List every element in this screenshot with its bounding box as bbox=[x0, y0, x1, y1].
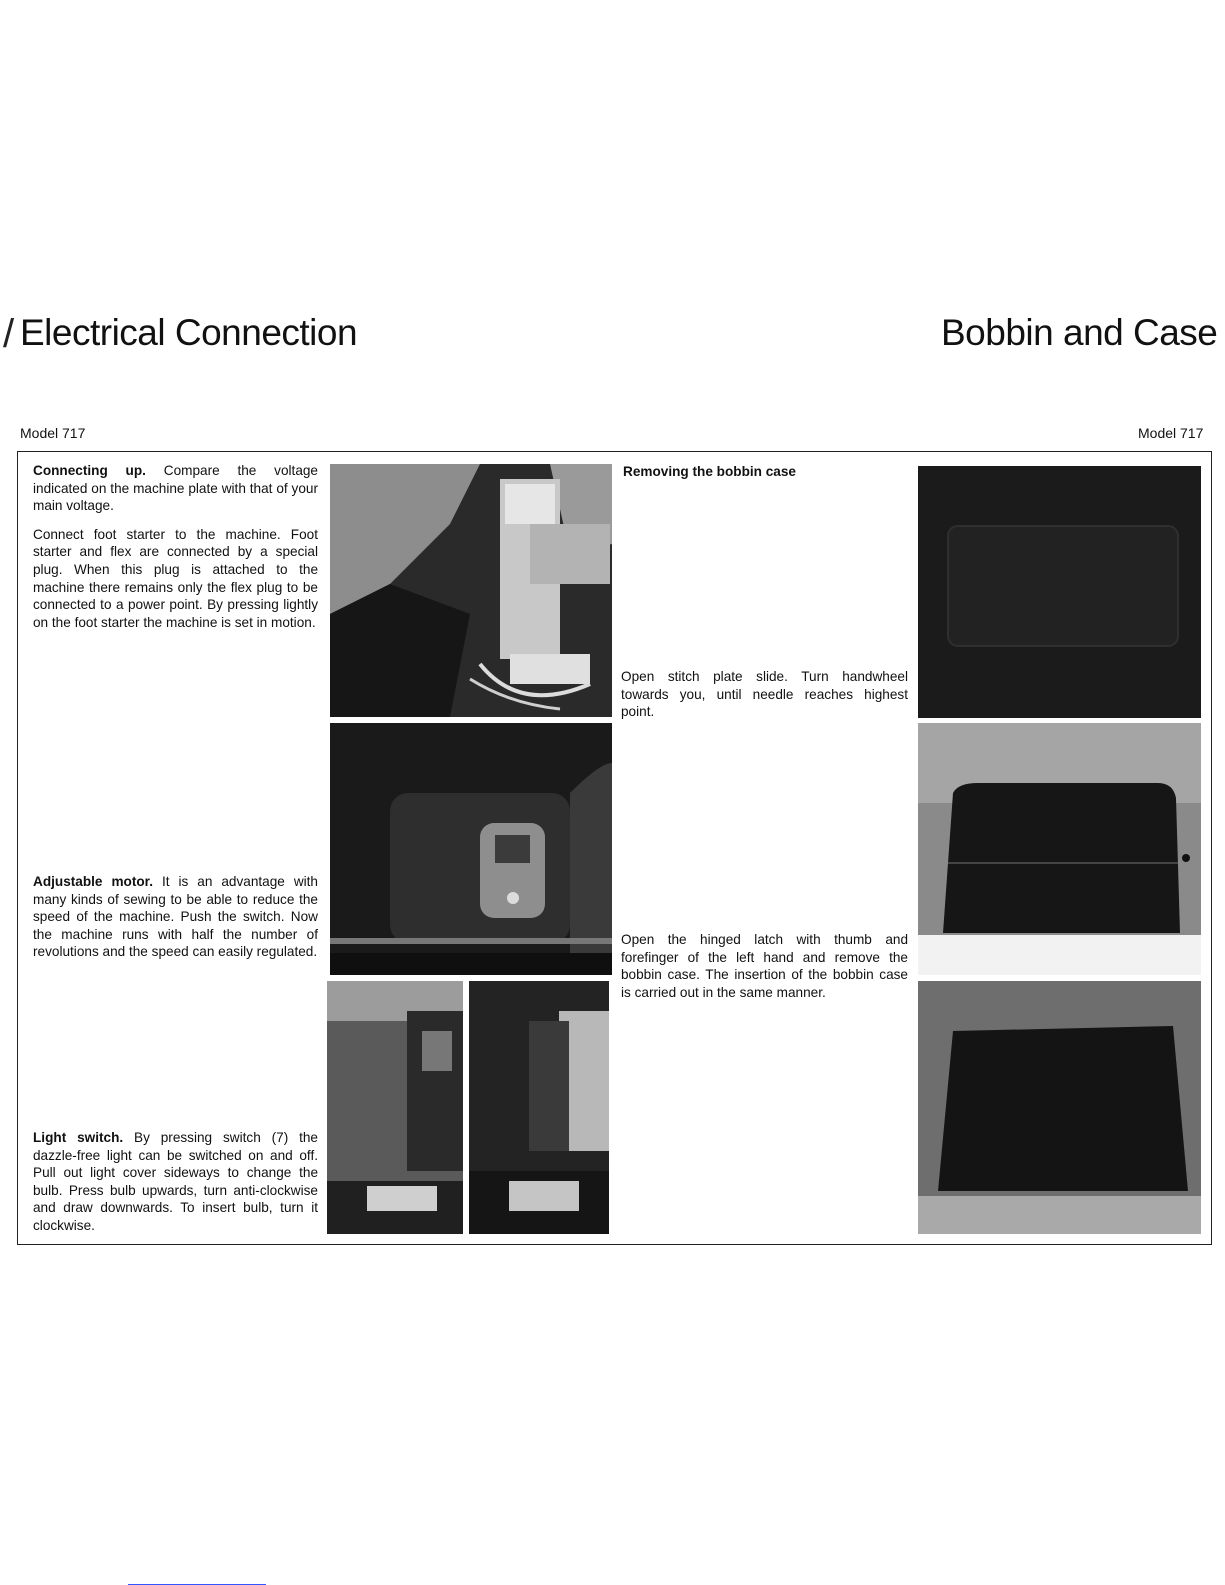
photo-light-bulb-cover bbox=[469, 981, 609, 1234]
photo-light-switch-image bbox=[327, 981, 463, 1234]
photo-bobbin-case-image bbox=[918, 981, 1201, 1234]
photo-hinged-latch-image bbox=[918, 723, 1201, 975]
light-text: By pressing switch (7) the dazzle-free light can be switched on and off. Pull out light cover sideways to change the bulb. Press bulb upwards, turn anti-clockwise and draw downwards. To insert bulb, turn it clockwise. bbox=[33, 1130, 318, 1233]
photo-light-bulb-cover-image bbox=[469, 981, 609, 1234]
photo-machine-foot-starter bbox=[330, 464, 612, 717]
model-label-right: Model 717 bbox=[1138, 425, 1204, 441]
photo-light-switch bbox=[327, 981, 463, 1234]
page-title-right: Bobbin and Case bbox=[941, 312, 1218, 353]
photo-machine-foot-starter-image bbox=[330, 464, 612, 717]
motor-heading: Adjustable motor. bbox=[33, 874, 153, 889]
light-section bbox=[33, 1129, 318, 1246]
bobbin-step-2 bbox=[621, 931, 908, 1012]
model-label-left: Model 717 bbox=[20, 425, 86, 441]
bobbin-heading-block bbox=[623, 463, 908, 492]
photo-motor-switch-image bbox=[330, 723, 612, 975]
motor-section bbox=[33, 873, 318, 972]
bobbin-step-1-text: Open stitch plate slide. Turn handwheel towards you, until needle reaches highest point. bbox=[621, 669, 908, 720]
photo-motor-switch bbox=[330, 723, 612, 975]
title-slash-mark: / bbox=[3, 312, 15, 356]
connecting-section bbox=[33, 462, 318, 642]
frame-left-rule bbox=[17, 451, 18, 1245]
frame-top-rule bbox=[18, 451, 1212, 452]
photo-bobbin-case bbox=[918, 981, 1201, 1234]
connecting-text-1: Compare the voltage indicated on the machine plate with that of your main voltage. bbox=[33, 463, 318, 514]
bobbin-step-1 bbox=[621, 668, 908, 732]
photo-hinged-latch bbox=[918, 723, 1201, 975]
bobbin-step-2-text: Open the hinged latch with thumb and forefinger of the left hand and remove the bobbin case. The insertion of the bobbin case is carried out in the same manner. bbox=[621, 932, 908, 1000]
photo-stitch-plate-slide-image bbox=[918, 466, 1201, 718]
connecting-text-2: Connect foot starter to the machine. Foot starter and flex are connected by a special plug. When this plug is attached to the machine there remains only the flex plug to be connected to a power point. By pressing lightly on the foot starter the machine is set in motion. bbox=[33, 526, 318, 630]
light-heading: Light switch. bbox=[33, 1130, 124, 1145]
motor-text: It is an advantage with many kinds of sewing to be able to reduce the speed of the machine. Push the switch. Now the machine runs with half the number of revolutions and the speed can easily regulated. bbox=[33, 874, 318, 960]
frame-right-rule bbox=[1211, 451, 1212, 1245]
photo-stitch-plate-slide bbox=[918, 466, 1201, 718]
page-title-left: Electrical Connection bbox=[20, 312, 358, 353]
connecting-heading: Connecting up. bbox=[33, 463, 146, 478]
bobbin-heading: Removing the bobbin case bbox=[623, 464, 796, 479]
